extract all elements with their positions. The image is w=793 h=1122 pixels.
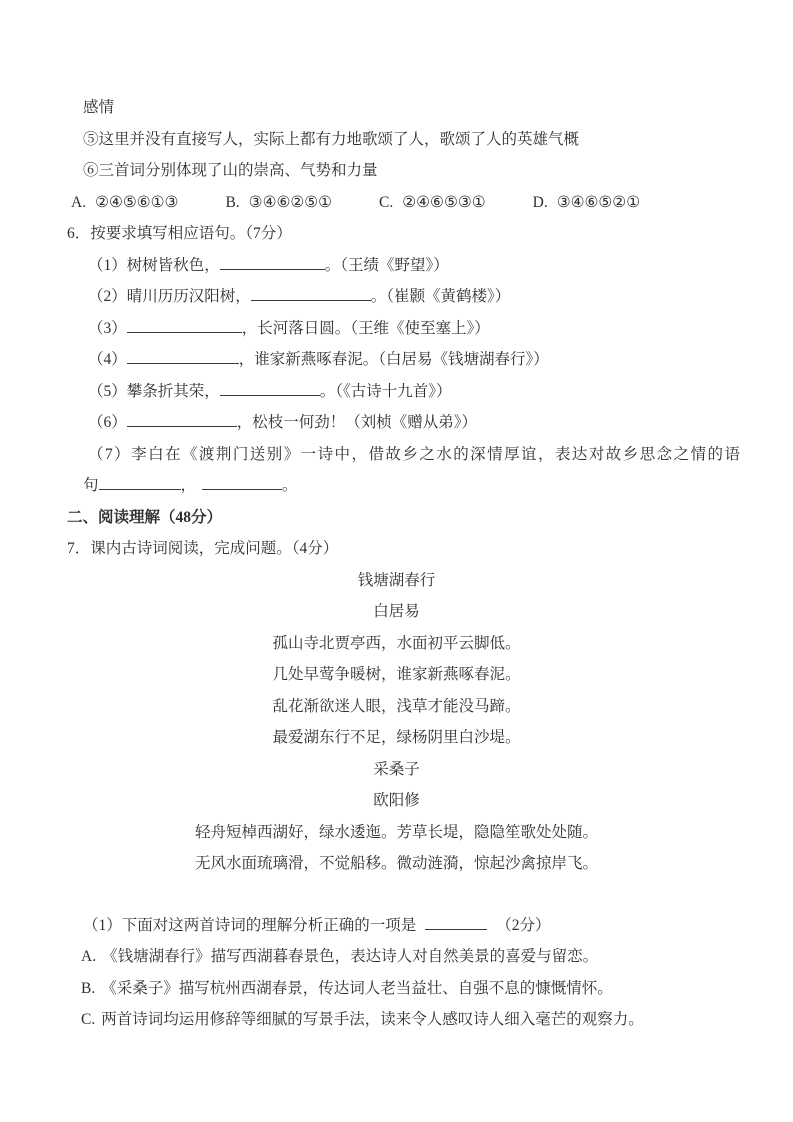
q6-item-3-post: ，长河落日圆。（王维《使至塞上》） (241, 319, 490, 337)
q6-item-7-period: 。 (282, 477, 298, 494)
poem1-title: 钱塘湖春行 (357, 571, 436, 589)
section-spacer (0, 880, 793, 910)
q6-item-2-pre: （2）晴川历历汉阳树， (88, 288, 251, 305)
poem1-line-3: 乱花渐欲迷人眼，浅草才能没马蹄。 (272, 697, 521, 715)
statement-item-5: ⑤这里并没有直接写人，实际上都有力地歌颂了人，歌颂了人的英雄气概 (83, 130, 580, 148)
q6-item-4-post: ，谁家新燕啄春泥。（白居易《钱塘湖春行》） (238, 351, 549, 368)
q5-option-d-label: D. (532, 193, 548, 211)
q6-item-7-line1: （7）李白在《渡荆门送别》一诗中，借故乡之水的深情厚谊，表达对故乡思念之情的语 (88, 445, 740, 463)
q6-item-5-post: 。（《古诗十九首》） (319, 382, 452, 400)
poem1-line-4: 最爱湖东行不足，绿杨阴里白沙堤。 (272, 729, 521, 746)
q5-option-d (533, 187, 640, 219)
q6-item-7-blank-2 (202, 473, 282, 490)
carryover-text: 感情 (83, 99, 115, 116)
q7-option-c-label: C. (81, 1011, 96, 1028)
q6-item-6-post: ，松枝一何劲！（刘桢《赠从弟》） (236, 414, 478, 431)
q5-option-c-seq: ②④⑥⑤③① (402, 193, 486, 211)
q6-item-6 (0, 407, 793, 439)
q7-sub1-pre: （1）下面对这两首诗词的理解分析正确的一项是 (83, 916, 417, 934)
q5-option-c-label: C. (379, 193, 394, 211)
q5-option-a-seq: ②④⑤⑥①③ (95, 193, 179, 211)
q6-item-7-comma: ， (180, 477, 197, 494)
q6-item-5-blank (220, 379, 320, 396)
q7-option-a (0, 941, 793, 973)
q7-option-a-text: 《钱塘湖春行》描写西湖暮春景色，表达诗人对自然美景的喜爱与留恋。 (102, 948, 599, 965)
q5-options-row (0, 187, 793, 219)
q5-option-b-label: B. (225, 193, 240, 211)
q7-option-a-label: A. (81, 948, 97, 965)
poem2-title: 采桑子 (373, 760, 420, 778)
q7-option-b-label: B. (81, 979, 96, 997)
q6-item-1 (0, 250, 793, 282)
poem2-author: 欧阳修 (373, 792, 420, 809)
q6-item-4-blank (127, 347, 239, 364)
q5-option-b-seq: ③④⑥②⑤① (248, 193, 333, 211)
poem1-line-1: 孤山寺北贾亭西，水面初平云脚低。 (272, 634, 521, 652)
question6-stem: 6．按要求填写相应语句。（7分） (67, 225, 292, 242)
q7-option-c-text: 两首诗词均运用修辞等细腻的写景手法，读来令人感叹诗人细入毫芒的观察力。 (101, 1011, 644, 1028)
q5-option-a-label: A. (71, 193, 87, 211)
question7-stem: 7．课内古诗词阅读，完成问题。（4分） (67, 540, 339, 557)
q6-item-7-line2 (0, 470, 793, 502)
q6-item-6-pre: （6） (88, 414, 127, 431)
q7-sub1-stem (0, 910, 793, 942)
q7-sub1-blank (425, 913, 487, 930)
q6-item-1-blank (220, 253, 325, 270)
q6-item-3-blank (127, 316, 242, 333)
poem2-line-1: 轻舟短棹西湖好，绿水逶迤。芳草长堤，隐隐笙歌处处随。 (194, 823, 598, 841)
q5-option-d-seq: ③④⑥⑤②① (556, 193, 641, 211)
poem1-line-2: 几处早莺争暖树，谁家新燕啄春泥。 (272, 666, 521, 683)
q7-option-b-text: 《采桑子》描写杭州西湖春景，传达词人老当益壮、自强不息的慷慨情怀。 (101, 979, 613, 997)
q6-item-2-post: 。（崔颢《黄鹤楼》） (370, 288, 511, 305)
q6-item-6-blank (127, 410, 237, 427)
q5-option-a (71, 187, 178, 219)
q7-option-b (0, 973, 793, 1005)
q6-item-1-post: 。（王绩《野望》） (324, 256, 449, 274)
q6-item-7-pre: 句 (83, 477, 99, 494)
poem1-author: 白居易 (373, 603, 420, 620)
q6-item-3 (0, 313, 793, 345)
q6-item-1-pre: （1）树树皆秋色， (88, 256, 220, 274)
statement-item-6: ⑥三首词分别体现了山的崇高、气势和力量 (83, 162, 378, 179)
poem2-line-2: 无风水面琉璃滑，不觉船移。微动涟漪，惊起沙禽掠岸飞。 (194, 855, 598, 872)
q5-option-c (379, 187, 486, 219)
q5-option-b (225, 187, 332, 219)
q6-item-4-pre: （4） (88, 351, 127, 368)
q6-item-4 (0, 344, 793, 376)
q7-sub1-post: （2分） (496, 916, 551, 934)
q6-item-5-pre: （5）攀条折其荣， (88, 382, 220, 400)
q7-option-c (0, 1004, 793, 1036)
section2-heading: 二、阅读理解（48分） (67, 508, 223, 526)
q6-item-5 (0, 376, 793, 408)
q6-item-2-blank (251, 284, 371, 301)
q6-item-7-blank-1 (99, 473, 181, 490)
q6-item-3-pre: （3） (88, 319, 127, 337)
q6-item-2 (0, 281, 793, 313)
